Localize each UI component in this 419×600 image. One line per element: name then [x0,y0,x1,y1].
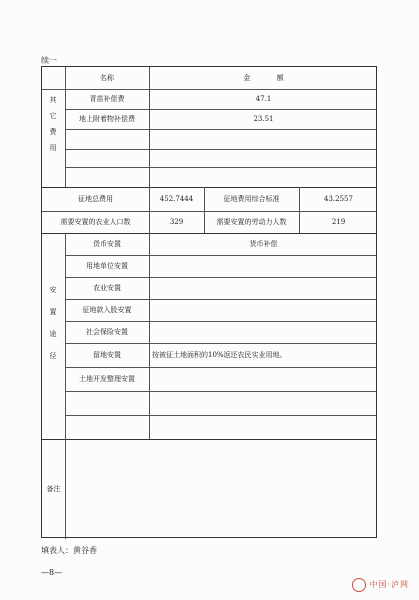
filler-name: 黄谷香 [73,546,97,555]
fee-name-1: 青苗补偿费 [89,95,125,103]
header-amount: 金 额 [243,74,284,82]
standard-label: 征地费用综合标准 [223,195,280,203]
resettle-value-1: 货币补偿 [249,240,278,248]
resettle-label-7: 土地开发整理安置 [79,375,135,383]
fee-name-2: 地上附着物补偿费 [79,115,135,123]
resettle-label-4: 征地款入股安置 [82,306,132,314]
fee-amount-1: 47.1 [255,95,272,103]
resettle-label-1: 货币安置 [93,240,121,248]
total-cost-value: 452.7444 [159,195,194,203]
resettle-label-5: 社会保险安置 [86,328,128,336]
farm-pop-label: 需要安置的农业人口数 [60,218,131,226]
watermark-text: 中国·泸网 [369,580,409,589]
standard-value: 43.2557 [324,195,353,203]
other-fees-section-label: 其 它 费 用 [49,96,57,152]
continued-label: 续一 [41,56,57,65]
labor-value: 219 [331,218,346,226]
total-cost-label: 征地总费用 [78,195,113,203]
watermark [352,578,409,592]
remarks-label: 备注 [46,485,61,493]
watermark-seal-icon [352,578,366,592]
page-number: —8— [41,568,63,577]
resettlement-section-label: 安 置 途 径 [49,286,57,360]
resettle-label-2: 用地单位安置 [86,262,128,270]
resettle-label-3: 农业安置 [93,284,121,292]
land-requisition-table [41,66,377,538]
fee-amount-2: 23.51 [253,115,274,123]
filler-line [41,545,97,556]
resettle-value-6: 按被征土地面积的10%返还农民实业用地。 [152,351,287,359]
resettle-label-6: 留地安置 [93,351,121,359]
header-name: 名称 [100,74,114,82]
farm-pop-value: 329 [169,218,184,226]
filler-label: 填表人： [41,546,73,555]
labor-label: 需要安置的劳动力人数 [216,218,287,226]
